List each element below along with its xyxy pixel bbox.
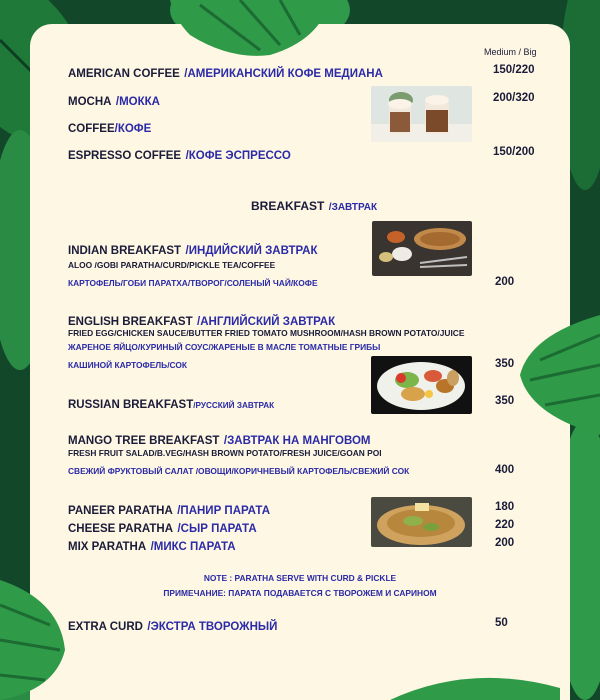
price: 200 [495, 537, 515, 549]
list-item: MANGO TREE BREAKFAST /ЗАВТРАК НА МАНГОВОМ [68, 435, 371, 447]
price: 400 [495, 464, 515, 476]
price: 220 [495, 519, 515, 531]
list-item: RUSSIAN BREAKFAST/РУССКИЙ ЗАВТРАК [68, 399, 275, 411]
monstera-leaf-icon [170, 0, 330, 60]
size-columns-header: Medium / Big [484, 47, 537, 57]
item-description-ru: КАРТОФЕЛЬ/ГОБИ ПАРАТХА/ТВОРОГ/СОЛЕНЫЙ ЧАЙ/КОФЕ [68, 278, 318, 288]
paratha-photo [371, 497, 472, 547]
list-item: CHEESE PARATHA /СЫР ПАРАТА [68, 523, 257, 535]
price: 200 [495, 276, 515, 288]
price: 150/200 [493, 146, 535, 158]
price: 200/320 [493, 92, 535, 104]
price: 150/220 [493, 64, 535, 76]
item-description: FRESH FRUIT SALAD/B.VEG/HASH BROWN POTATO/FRESH JUICE/GOAN POI [68, 448, 382, 458]
list-item: MIX PARATHA /МИКС ПАРАТА [68, 541, 236, 553]
indian-breakfast-photo [372, 221, 472, 276]
item-description: FRIED EGG/CHICKEN SAUCE/BUTTER FRIED TOMATO MUSHROOM/HASH BROWN POTATO/JUICE [68, 328, 465, 338]
coffee-cups-photo [371, 86, 472, 142]
note-ru: ПРИМЕЧАНИЕ: ПАРАТА ПОДАВАЕТСЯ С ТВОРОЖЕМ И САРИНОМ [163, 588, 437, 598]
price: 350 [495, 395, 515, 407]
list-item: COFFEE/КОФЕ [68, 123, 152, 135]
price: 180 [495, 501, 515, 513]
item-description-ru: ЖАРЕНОЕ ЯЙЦО/КУРИНЫЙ СОУС/ЖАРЕНЫЕ В МАСЛЕ ТОМАТНЫЕ ГРИБЫ [68, 342, 381, 352]
list-item: INDIAN BREAKFAST /ИНДИЙСКИЙ ЗАВТРАК [68, 245, 318, 257]
list-item: EXTRA CURD /ЭКСТРА ТВОРОЖНЫЙ [68, 621, 278, 633]
price: 50 [495, 617, 508, 629]
item-description-ru: КАШИНОЙ КАРТОФЕЛЬ/СОК [68, 360, 187, 370]
english-breakfast-photo [371, 356, 472, 414]
list-item: ENGLISH BREAKFAST /АНГЛИЙСКИЙ ЗАВТРАК [68, 316, 336, 328]
list-item: AMERICAN COFFEE /АМЕРИКАНСКИЙ КОФЕ МЕДИАНА [68, 68, 383, 80]
note: NOTE : PARATHA SERVE WITH CURD & PICKLE [203, 573, 397, 583]
monstera-leaf-icon [520, 315, 600, 435]
item-description: ALOO /GOBI PARATHA/CURD/PICKLE TEA/COFFEE [68, 260, 276, 270]
list-item: ESPRESSO COFFEE /КОФЕ ЭСПРЕССО [68, 150, 291, 162]
monstera-leaf-icon [390, 668, 560, 700]
price: 350 [495, 358, 515, 370]
section-title: BREAKFAST /ЗАВТРАК [251, 199, 378, 213]
list-item: PANEER PARATHA /ПАНИР ПАРАТА [68, 505, 271, 517]
item-description-ru: СВЕЖИЙ ФРУКТОВЫЙ САЛАТ /ОВОЩИ/КОРИЧНЕВЫЙ КАРТОФЕЛЬ/СВЕЖИЙ СОК [68, 466, 410, 476]
monstera-leaf-icon [0, 580, 65, 700]
list-item: MOCHA /МОККА [68, 96, 160, 108]
